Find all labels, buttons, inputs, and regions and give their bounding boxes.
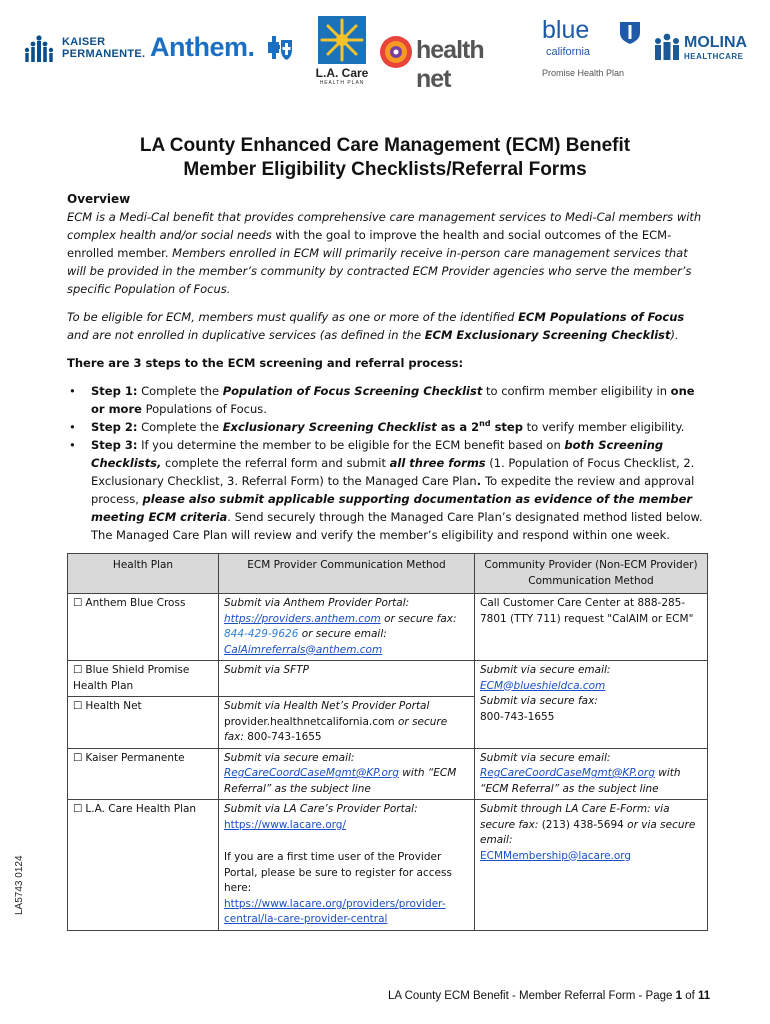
health-net-circle-icon [378,34,414,70]
anthem-cross-shield-icon [268,36,292,60]
table-row-anthem [68,594,708,661]
page-footer: LA County ECM Benefit - Member Referral Form - Page 1 of 11 [388,990,711,1002]
community-cell-kaiser: Submit via secure email: RegCareCoordCaseMgmt@KP.org with “ECM Referral” as the subject line [475,748,708,800]
plan-cell-kaiser [68,748,219,800]
kaiser-line2: PERMANENTE. [62,48,146,60]
p2-e: ). [670,328,679,342]
plan-cell-blueshield [68,661,219,697]
ecm-cell-kaiser: Submit via secure email: RegCareCoordCaseMgmt@KP.org with “ECM Referral” as the subject line [219,748,475,800]
steps-list [67,382,707,544]
checkbox-healthnet[interactable]: ☐ Health Net [73,700,142,712]
la-care-name: L.A. Care [315,66,369,80]
table-row-kaiser [68,748,708,800]
kaiser-email-link[interactable]: RegCareCoordCaseMgmt@KP.org [224,767,399,779]
lacare-email-link[interactable]: ECMMembership@lacare.org [480,849,632,862]
blue-shield-icon [620,20,640,44]
community-cell-anthem: Call Customer Care Center at 888-285-7801 (TTY 711) request "CalAIM or ECM" [475,594,708,661]
ecm-cell-healthnet: Submit via Health Net’s Provider Portal provider.healthnetcalifornia.com or secure fax: 800-743-1655 [219,697,475,749]
table-header-row [68,554,708,594]
title-line-2: Member Eligibility Checklists/Referral Forms [183,159,587,180]
community-cell-lacare: Submit through LA Care E-Form: via secure fax: (213) 438-5694 or via secure email: ECMMembership@lacare.org [475,800,708,931]
molina-sub: HEALTHCARE [684,52,744,61]
overview-section [67,190,707,544]
header-community-method: Community Provider (Non-ECM Provider) Communication Method [475,554,708,594]
table-row-lacare [68,800,708,931]
p2-d: ECM Exclusionary Screening Checklist [424,328,671,342]
steps-heading: There are 3 steps to the ECM screening and referral process: [67,356,464,370]
header-health-plan: Health Plan [68,554,219,594]
title-line-1: LA County Enhanced Care Management (ECM) Benefit [139,135,631,156]
kaiser-line1: KAISER [62,36,106,48]
table-row-blueshield [68,661,708,697]
ecm-cell-blueshield: Submit via SFTP [219,661,475,697]
lacare-register-link[interactable]: https://www.lacare.org/providers/provider-central/la-care-provider-central [224,897,446,925]
blue-sub: Promise Health Plan [542,68,625,78]
page-number: 1 [675,990,683,1002]
anthem-portal-link[interactable]: https://providers.anthem.com [224,612,381,625]
checkbox-blueshield[interactable]: ☐ Blue Shield Promise Health Plan [73,664,189,692]
anthem-logo: Anthem. [150,32,255,62]
lacare-portal-link[interactable]: https://www.lacare.org/ [224,818,346,831]
p2-a: To be eligible for ECM, members must qualify as one or more of the identified [67,310,519,324]
blueshield-email-link[interactable]: ECM@blueshieldca.com [480,679,606,692]
header-ecm-method: ECM Provider Communication Method [219,554,475,594]
p2-b: ECM Populations of Focus [518,310,685,324]
plan-cell-lacare [68,800,219,931]
health-net-wordmark: health net [416,36,484,93]
communication-methods-table [67,553,708,931]
kaiser-people-icon [22,30,56,64]
molina-wordmark: MOLINA [684,34,748,51]
step-1: • Step 1: Complete the Population of Focus Screening Checklist to confirm member eligibility in one or more Populations of Focus. [91,382,707,418]
kaiser-permanente-logo [22,28,146,68]
checkbox-lacare[interactable]: ☐ L.A. Care Health Plan [73,803,196,815]
logo-bar [22,14,752,93]
overview-paragraph-1 [67,208,707,298]
p1-a: ECM is a Medi-Cal benefit that provides comprehensive care management services to Medi-Cal members with complex health and/or social needs [67,210,702,242]
molina-people-icon [652,32,682,62]
ecm-cell-lacare: Submit via LA Care’s Provider Portal: https://www.lacare.org/ If you are a first time user of the Provider Portal, please be sure to register for access here: https://www.lacare.org/providers/provider-central/la-care-provider-central [219,800,475,931]
la-care-square-icon [318,16,366,64]
p1-b: with the goal to improve the health and social outcomes of the ECM-enrolled member. [67,228,672,260]
p2-c: and are not enrolled in duplicative services (as defined in the [67,328,425,342]
form-code: LA5743 0124 [14,855,25,915]
step-2: • Step 2: Complete the Exclusionary Screening Checklist as a 2nd step to verify member eligibility. [91,418,707,436]
page-total: 11 [698,990,711,1002]
checkbox-kaiser[interactable]: ☐ Kaiser Permanente [73,752,185,764]
p1-c: Members enrolled in ECM will primarily receive in-person care management services that will be provided in the member’s community by contracted ECM Provider agencies who serve the member’s specific Population of Focus. [67,246,692,296]
page-title [0,134,770,182]
community-cell-blueshield: Submit via secure email: ECM@blueshieldca.com Submit via secure fax: 800-743-1655 [475,661,708,749]
anthem-email-link[interactable]: CalAimreferrals@anthem.com [224,643,383,656]
ecm-cell-anthem: Submit via Anthem Provider Portal: https://providers.anthem.com or secure fax: 844-429-9626 or secure email: CalAimreferrals@anthem.com [219,594,475,661]
overview-heading: Overview [67,192,131,206]
checkbox-anthem[interactable]: ☐ Anthem Blue Cross [73,597,185,609]
health-net-logo [378,34,498,93]
molina-logo [652,28,752,68]
blue-state: california [546,46,591,58]
kaiser-community-email-link[interactable]: RegCareCoordCaseMgmt@KP.org [480,767,655,779]
step-3: • Step 3: If you determine the member to be eligible for the ECM benefit based on both Screening Checklists, complete the referral form and submit all three forms (1. Population of Focus Checklist, 2. Exclusionary Checklist, 3. Referral Form) to the Managed Care Plan. To expedite the review and approval process, please also submit applicable supporting documentation as evidence of the member meeting ECM criteria. Send securely through the Managed Care Plan’s designated method listed below. The Managed Care Plan will review and verify the member’s eligibility and respond within one week. [91,436,707,544]
la-care-sub: HEALTH PLAN [319,80,365,86]
blue-shield-ca-logo [542,16,642,84]
la-care-logo [314,16,370,88]
overview-paragraph-2 [67,308,707,344]
plan-cell-healthnet [68,697,219,749]
plan-cell-anthem [68,594,219,661]
blue-wordmark: blue [542,16,590,44]
